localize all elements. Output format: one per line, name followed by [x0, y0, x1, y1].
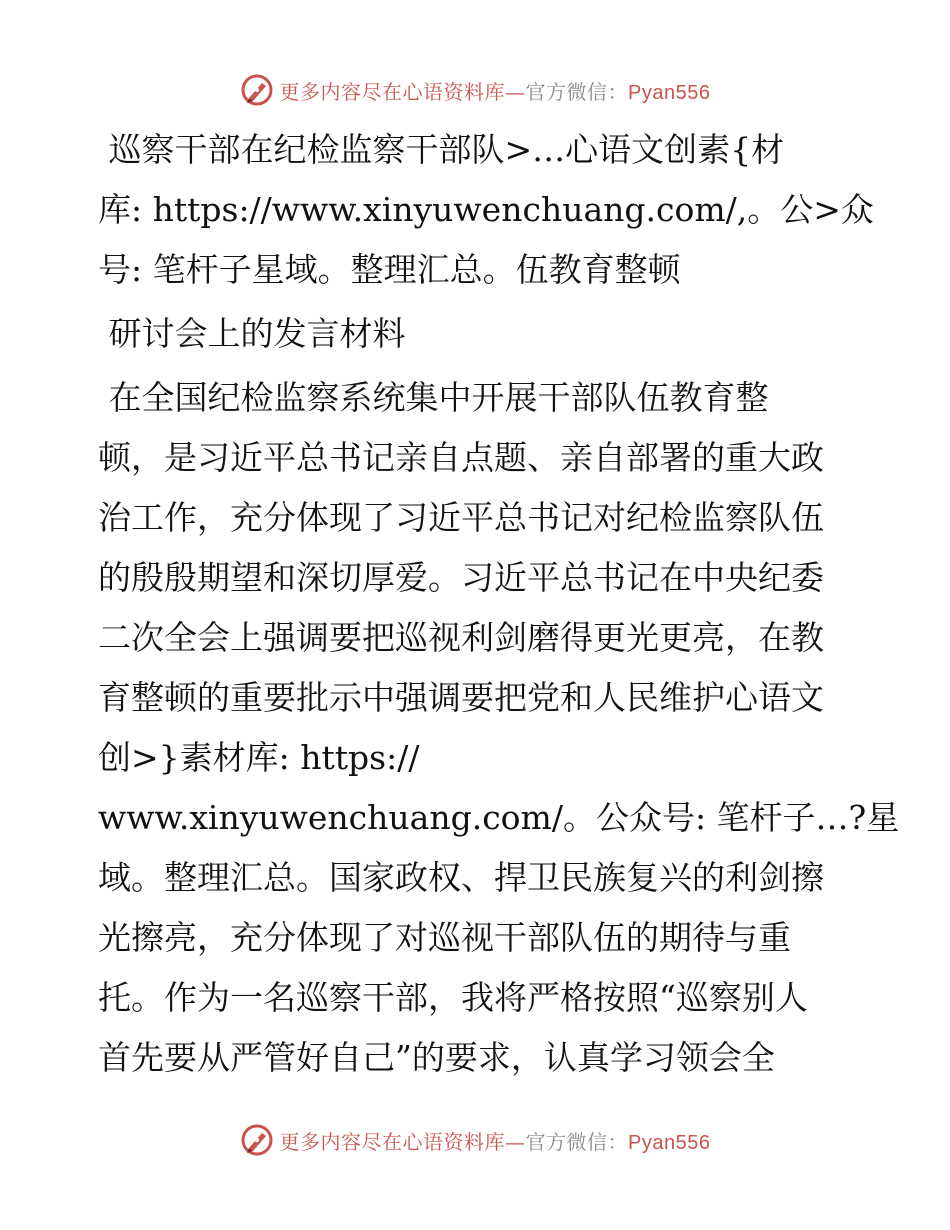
- pen-logo-icon: [240, 73, 274, 107]
- watermark-handle: Pyan556: [628, 1131, 711, 1154]
- document-heading: 研讨会上的发言材料: [98, 314, 406, 353]
- text-line: 库: https://www.xinyuwenchuang.com/,。公>众: [98, 190, 874, 229]
- header-watermark: [0, 70, 950, 110]
- text-line: 二次全会上强调要把巡视利剑磨得更光更亮，在教: [98, 618, 824, 657]
- text-line: 顿，是习近平总书记亲自点题、亲自部署的重大政: [98, 438, 824, 477]
- intro-paragraph: [98, 120, 874, 300]
- text-line: 的殷殷期望和深切厚爱。习近平总书记在中央纪委: [98, 558, 824, 597]
- text-line: 首先要从严管好自己”的要求，认真学习领会全: [98, 1038, 775, 1077]
- document-body: [98, 120, 900, 1088]
- watermark-separator: —: [505, 79, 526, 104]
- text-line: 光擦亮，充分体现了对巡视干部队伍的期待与重: [98, 918, 791, 957]
- watermark-text: [280, 1126, 711, 1155]
- watermark-group: [240, 73, 711, 107]
- heading-paragraph: [98, 304, 858, 364]
- watermark-service: 官方微信：: [525, 1129, 629, 1154]
- watermark-handle: Pyan556: [628, 81, 711, 104]
- text-line: 域。整理汇总。国家政权、捍卫民族复兴的利剑擦: [98, 858, 824, 897]
- text-line: 育整顿的重要批示中强调要把党和人民维护心语文: [98, 678, 824, 717]
- text-line: 托。作为一名巡察干部，我将严格按照“巡察别人: [98, 978, 808, 1017]
- text-line: 治工作，充分体现了习近平总书记对纪检监察队伍: [98, 498, 824, 537]
- pen-logo-icon: [240, 1123, 274, 1157]
- text-line: www.xinyuwenchuang.com/。公众号: 笔杆子…?星: [98, 798, 900, 837]
- text-line: 创>}素材库: https://: [98, 738, 420, 777]
- text-line: 在全国纪检监察系统集中开展干部队伍教育整: [98, 378, 769, 417]
- main-paragraph: [98, 368, 900, 1088]
- text-line: 号: 笔杆子星域。整理汇总。伍教育整顿: [98, 250, 681, 289]
- watermark-group: [240, 1123, 711, 1157]
- watermark-brand: 更多内容尽在心语资料库: [279, 79, 506, 104]
- watermark-brand: 更多内容尽在心语资料库: [279, 1129, 506, 1154]
- text-line: 巡察干部在纪检监察干部队>…心语文创素{材: [98, 130, 785, 169]
- watermark-service: 官方微信：: [525, 79, 629, 104]
- watermark-separator: —: [505, 1129, 526, 1154]
- watermark-text: [280, 76, 711, 105]
- footer-watermark: [0, 1120, 950, 1160]
